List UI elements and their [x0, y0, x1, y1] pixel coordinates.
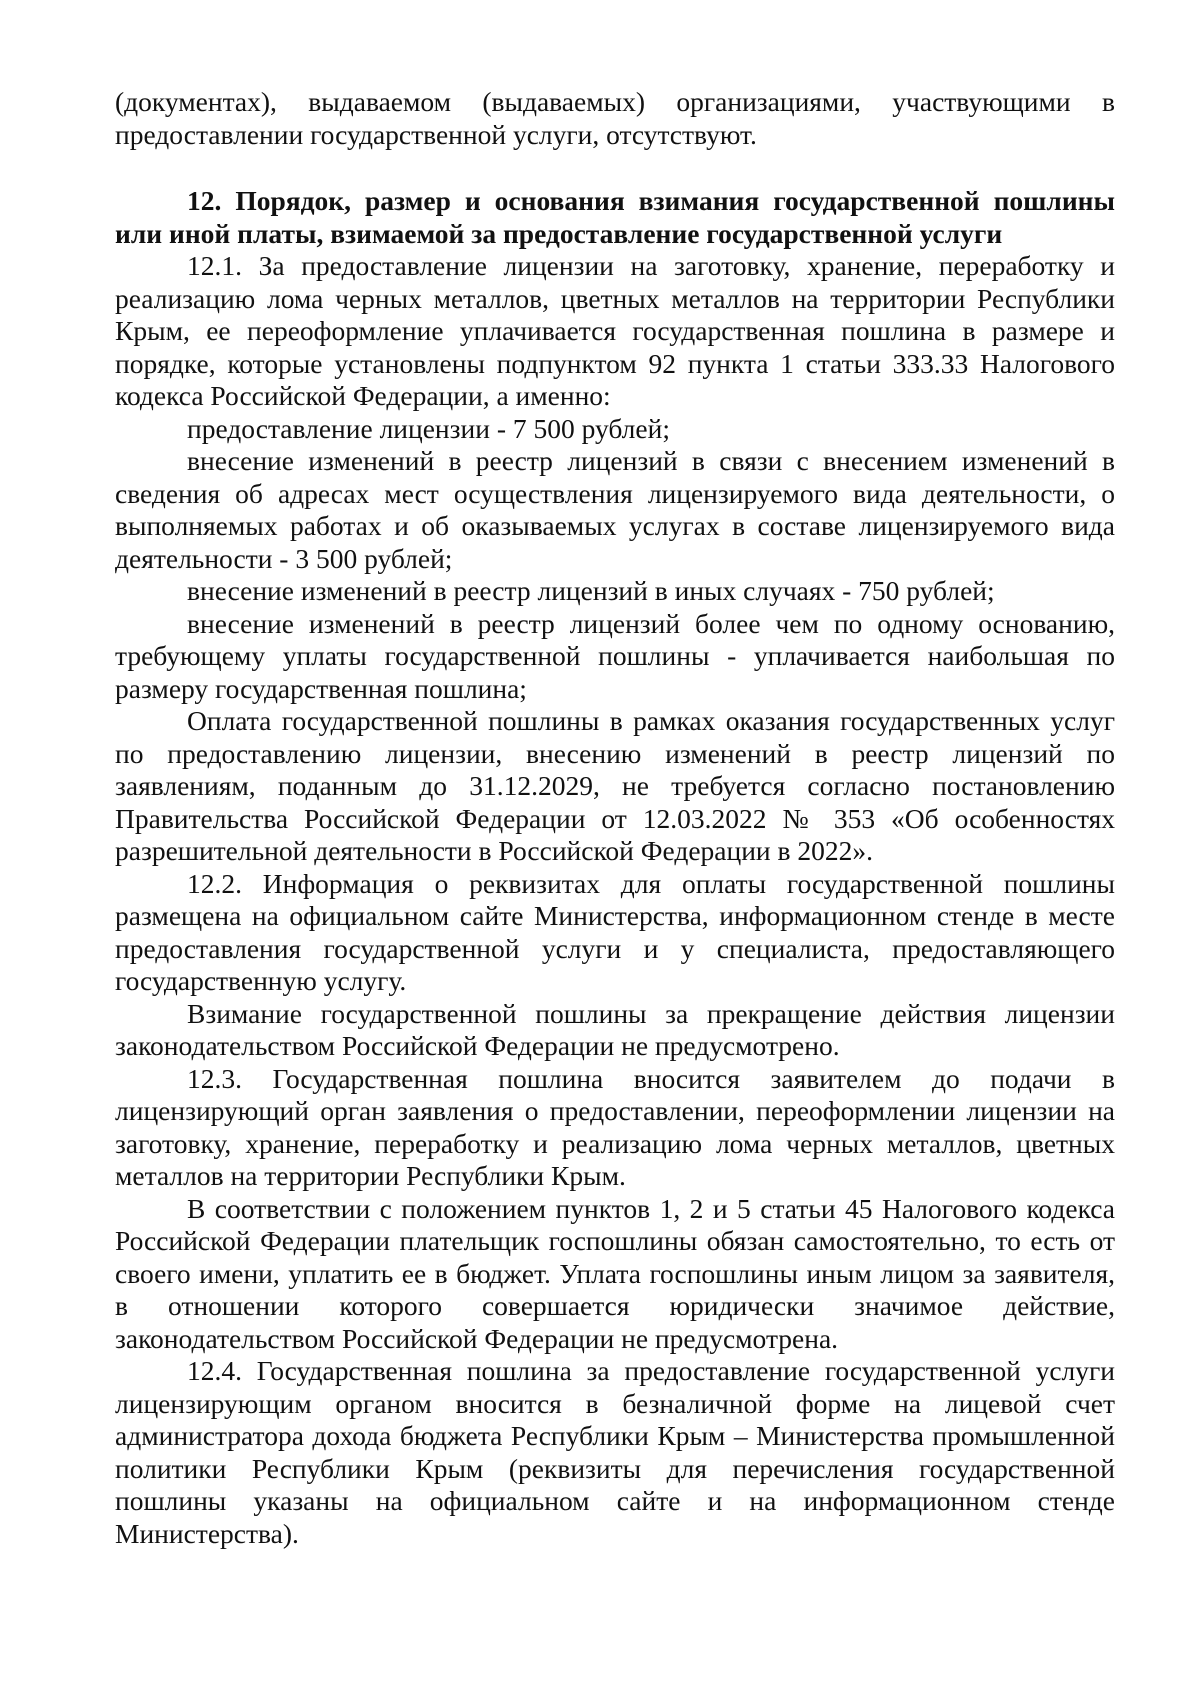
paragraph-12-1: 12.1. За предоставление лицензии на заготовку, хранение, переработку и реализацию лома черных металлов, цветных металлов на территории Республики Крым, ее переоформление уплачивается государственная пошлина в размере и порядке, которые установлены подпунктом 92 пункта 1 статьи 333.33 Налогового кодекса Российской Федерации, а именно: [115, 250, 1115, 411]
paragraph-12-2: 12.2. Информация о реквизитах для оплаты государственной пошлины размещена на официальном сайте Министерства, информационном стенде в месте предоставления государственной услуги и у специалиста, предоставляющего государственную услугу. [115, 867, 1115, 996]
section-heading: 12. Порядок, размер и основания взимания государственной пошлины или иной платы, взимаемой за предоставление государственной услуги [115, 185, 1115, 249]
tax-code-paragraph: В соответствии с положением пунктов 1, 2 и 5 статьи 45 Налогового кодекса Российской Федерации плательщик госпошлины обязан самостоятельно, то есть от своего имени, уплатить ее в бюджет. Уплата госпошлины иным лицом за заявителя, в отношении которого совершается юридически значимое действие, законодательством Российской Федерации не предусмотрена. [115, 1192, 1115, 1354]
paragraph-12-3: 12.3. Государственная пошлина вносится заявителем до подачи в лицензирующий орган заявления о предоставлении, переоформлении лицензии на заготовку, хранение, переработку и реализацию лома черных металлов, цветных металлов на территории Республики Крым. [115, 1062, 1115, 1191]
fee-exemption-paragraph: Оплата государственной пошлины в рамках оказания государственных услуг по предоставлению лицензии, внесению изменений в реестр лицензий по заявлениям, поданным до 31.12.2029, не требуется согласно постановлению Правительства Российской Федерации от 12.03.2022 № 353 «Об особенностях разрешительной деятельности в Российской Федерации в 2022». [115, 705, 1115, 866]
fee-registry-multiple-grounds: внесение изменений в реестр лицензий более чем по одному основанию, требующему уплаты государственной пошлины - уплачивается наибольшая по размеру государственная пошлина; [115, 607, 1115, 704]
fee-license-grant: предоставление лицензии - 7 500 рублей; [187, 412, 670, 444]
fee-registry-address-change: внесение изменений в реестр лицензий в связи с внесением изменений в сведения об адресах мест осуществления лицензируемого вида деятельности, о выполняемых работах и об оказываемых услугах в составе лицензируемого вида деятельности - 3 500 рублей; [115, 445, 1115, 574]
paragraph-12-4: 12.4. Государственная пошлина за предоставление государственной услуги лицензирующим органом вносится в безналичной форме на лицевой счет администратора дохода бюджета Республики Крым – Министерства промышленной политики Республики Крым (реквизиты для перечисления государственной пошлины указаны на официальном сайте и на информационном стенде Министерства). [115, 1355, 1115, 1549]
document-page [115, 86, 1115, 1550]
termination-fee-paragraph: Взимание государственной пошлины за прекращение действия лицензии законодательством Российской Федерации не предусмотрено. [115, 997, 1115, 1061]
intro-paragraph: (документах), выдаваемом (выдаваемых) организациями, участвующими в предоставлении государственной услуги, отсутствуют. [115, 86, 1115, 150]
fee-registry-other-change: внесение изменений в реестр лицензий в иных случаях - 750 рублей; [187, 575, 995, 606]
